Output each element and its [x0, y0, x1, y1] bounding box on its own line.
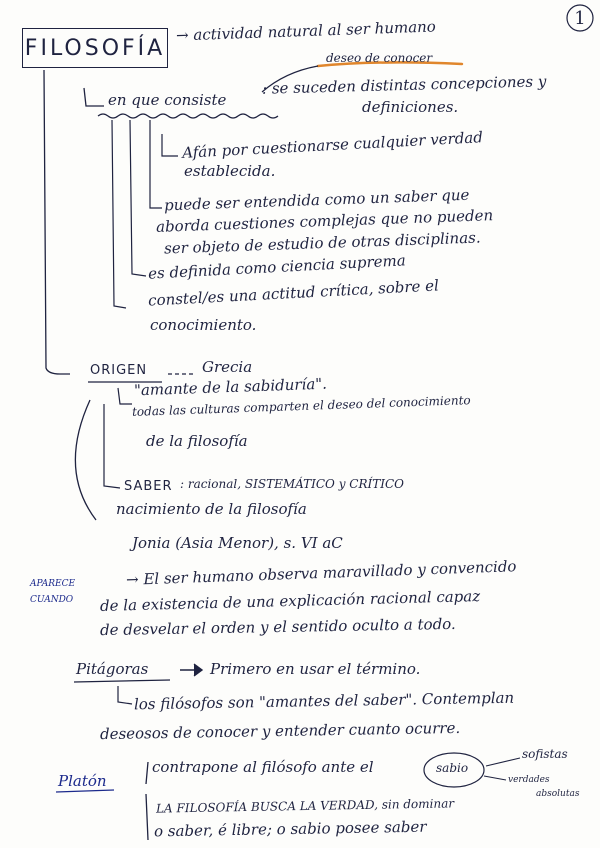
line-afan-2: establecida. — [184, 162, 276, 180]
line-jonia: Jonia (Asia Menor), s. VI aC — [132, 534, 343, 552]
arrow-verdades — [484, 776, 506, 780]
branch-ciencia — [130, 120, 146, 276]
line-contrapone: contrapone al filósofo ante el — [152, 758, 374, 776]
line-aparece-2: CUANDO — [30, 595, 74, 605]
wavy-underline — [98, 114, 278, 118]
branch-amante — [118, 388, 132, 404]
line-pitagoras: Pitágoras — [76, 660, 149, 678]
line-origen: ORIGEN — [90, 363, 148, 378]
branch-constel — [112, 120, 126, 308]
platon-bracket — [146, 762, 148, 840]
branch-consiste — [84, 88, 104, 106]
line-puede-3: ser objeto de estudio de otras disciplinas. — [163, 228, 481, 258]
arrow-sofistas — [486, 758, 520, 766]
line-desvelar: de desvelar el orden y el sentido oculto a todo. — [99, 614, 456, 640]
line-actividad: → actividad natural al ser humano — [175, 17, 437, 45]
line-deseo: deseo de conocer — [326, 51, 433, 65]
line-amante: "amante de la sabiduría". — [133, 374, 328, 400]
line-en-que-consiste: en que consiste — [108, 91, 227, 109]
line-consiste-def-1: : se suceden distintas concepciones y — [261, 72, 547, 98]
line-busca-1: LA FILOSOFÍA BUSCA LA VERDAD, sin dominar — [155, 796, 455, 816]
branch-saber — [104, 404, 120, 488]
line-todas-2: de la filosofía — [146, 432, 248, 450]
line-filosofos-1: los filósofos son "amantes del saber". Contemplan — [133, 688, 515, 714]
line-busca-2: o saber, é libre; o sabio posee saber — [153, 817, 427, 841]
line-afan-1: Afán por cuestionarse cualquier verdad — [181, 128, 484, 162]
line-saber-rest: : racional, SISTEMÁTICO y CRÍTICO — [180, 477, 405, 491]
branch-afan — [162, 134, 178, 156]
line-grecia: Grecia — [202, 358, 253, 376]
line-filosofos-2: deseosos de conocer y entender cuanto ocurre. — [99, 718, 461, 744]
line-saber-label: SABER — [124, 479, 173, 494]
line-ciencia-2: constel/es una actitud crítica, sobre el — [147, 276, 440, 310]
line-sabio: sabio — [436, 761, 469, 775]
page-number: 1 — [574, 7, 586, 29]
line-observa: → El ser humano observa maravillado y convencido — [125, 557, 517, 589]
line-puede-2: aborda cuestiones complejas que no pueden — [155, 206, 494, 236]
line-platon: Platón — [58, 772, 107, 790]
origen-curve — [75, 400, 96, 520]
page-title: FILOSOFÍA — [22, 28, 168, 68]
line-puede-1: puede ser entendida como un saber que — [163, 185, 470, 215]
line-consiste-def-2: definiciones. — [362, 98, 459, 116]
line-ciencia-1: es definida como ciencia suprema — [147, 251, 407, 283]
line-aparece-1: APARECE — [30, 579, 76, 589]
line-absolutas: absolutas — [536, 789, 580, 799]
line-primero: Primero en usar el término. — [210, 660, 421, 678]
line-existencia: de la existencia de una explicación racional capaz — [99, 587, 481, 615]
platon-underline — [56, 790, 114, 792]
arrow-pitagoras — [180, 664, 202, 676]
pitagoras-underline — [74, 680, 170, 682]
line-todas-1: todas las culturas comparten el deseo del conocimiento — [131, 393, 471, 419]
line-sofistas: sofistas — [522, 747, 568, 761]
branch-puede — [150, 120, 162, 208]
line-ciencia-3: conocimiento. — [150, 316, 257, 334]
branch-filosofos — [118, 686, 132, 704]
line-nacimiento: nacimiento de la filosofía — [116, 500, 307, 518]
line-verdades: verdades — [508, 775, 550, 785]
main-bracket-line — [44, 70, 70, 374]
